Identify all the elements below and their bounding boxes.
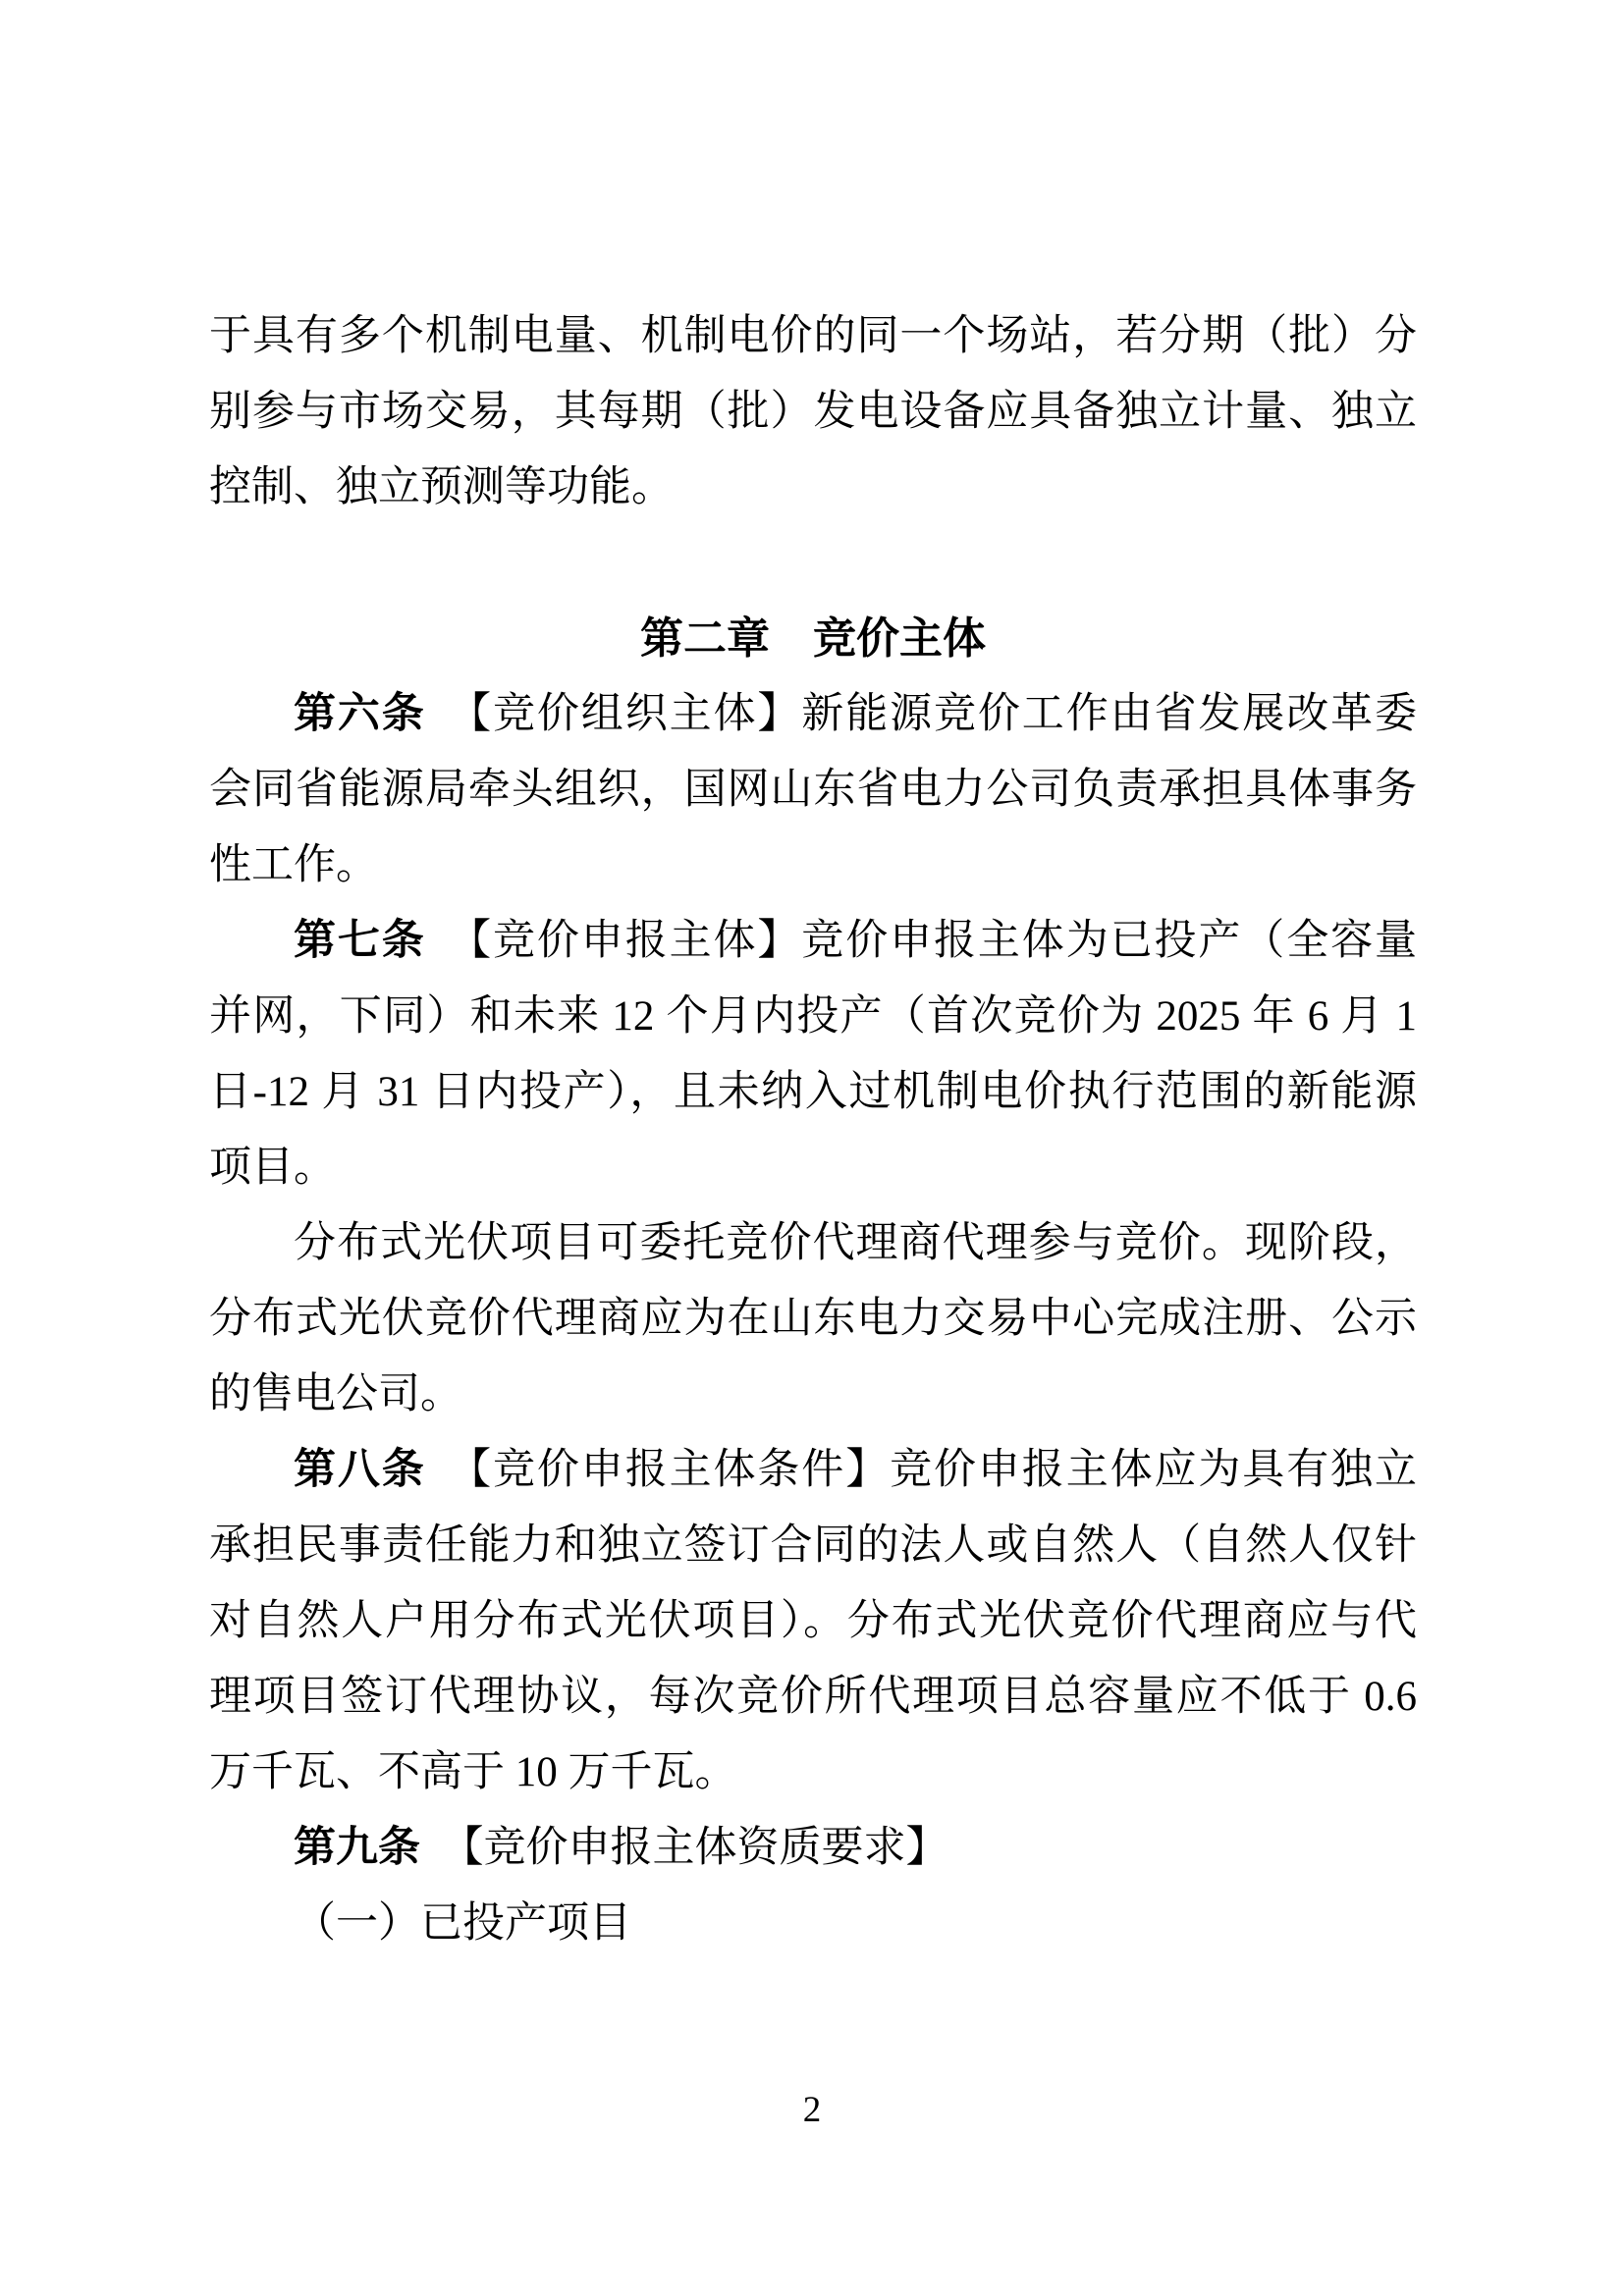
text-segment: 对自然人户用分布式光伏项目）。分布式光伏竞价代理商应与代 <box>209 1598 1417 1644</box>
text-segment: 【竞价申报主体】竞价申报主体为已投产（全容量 <box>425 918 1418 964</box>
article-number: 第七条 <box>294 917 426 964</box>
article-number: 第九条 <box>294 1824 420 1871</box>
document-body <box>209 298 1417 1961</box>
page-number: 2 <box>802 2090 822 2130</box>
text-segment: 控制、独立预测等功能。 <box>209 464 674 510</box>
article-number: 第二章 竞价主体 <box>640 614 986 663</box>
text-segment: 性工作。 <box>209 842 378 888</box>
text-segment: 【竞价申报主体资质要求】 <box>420 1825 948 1871</box>
document-line <box>209 828 1417 903</box>
article-number: 第六条 <box>294 690 426 737</box>
text-segment: 项目。 <box>209 1145 336 1191</box>
document-line <box>209 1735 1417 1810</box>
text-segment: 日-12 月 31 日内投产），且未纳入过机制电价执行范围的新能源 <box>209 1069 1417 1115</box>
text-segment: 理项目签订代理协议，每次竞价所代理项目总容量应不低于 0.6 <box>209 1674 1417 1720</box>
text-segment: 分布式光伏项目可委托竞价代理商代理参与竞价。现阶段， <box>294 1220 1417 1266</box>
document-line <box>209 374 1417 450</box>
text-segment: 分布式光伏竞价代理商应为在山东电力交易中心完成注册、公示 <box>209 1296 1417 1342</box>
document-line <box>209 525 1417 601</box>
document-line <box>209 1810 1417 1886</box>
document-line <box>209 450 1417 525</box>
article-number: 第八条 <box>294 1446 426 1493</box>
text-segment: 【竞价组织主体】新能源竞价工作由省发展改革委 <box>425 691 1418 737</box>
document-line <box>209 752 1417 828</box>
document-line <box>209 1583 1417 1659</box>
document-line <box>209 1357 1417 1432</box>
document-line <box>209 1281 1417 1357</box>
document-line <box>209 1886 1417 1961</box>
text-segment: （一）已投产项目 <box>294 1900 631 1947</box>
text-segment: 承担民事责任能力和独立签订合同的法人或自然人（自然人仅针 <box>209 1522 1417 1569</box>
document-line <box>209 676 1417 752</box>
document-line <box>209 1508 1417 1583</box>
document-line <box>209 979 1417 1054</box>
document-line <box>209 1205 1417 1281</box>
document-line <box>209 601 1417 676</box>
text-segment: 并网，下同）和未来 12 个月内投产（首次竞价为 2025 年 6 月 1 <box>209 993 1417 1040</box>
document-line <box>209 1659 1417 1735</box>
document-line <box>209 298 1417 374</box>
text-segment: 别参与市场交易，其每期（批）发电设备应具备独立计量、独立 <box>209 389 1417 435</box>
document-line <box>209 903 1417 979</box>
text-segment: 【竞价申报主体条件】竞价申报主体应为具有独立 <box>425 1447 1418 1493</box>
text-segment: 万千瓦、不高于 10 万千瓦。 <box>209 1749 737 1795</box>
text-segment: 于具有多个机制电量、机制电价的同一个场站，若分期（批）分 <box>209 313 1417 359</box>
document-line <box>209 1130 1417 1205</box>
document-line <box>209 1432 1417 1508</box>
text-segment: 会同省能源局牵头组织，国网山东省电力公司负责承担具体事务 <box>209 767 1417 813</box>
document-line <box>209 1054 1417 1130</box>
text-segment: 的售电公司。 <box>209 1371 462 1417</box>
